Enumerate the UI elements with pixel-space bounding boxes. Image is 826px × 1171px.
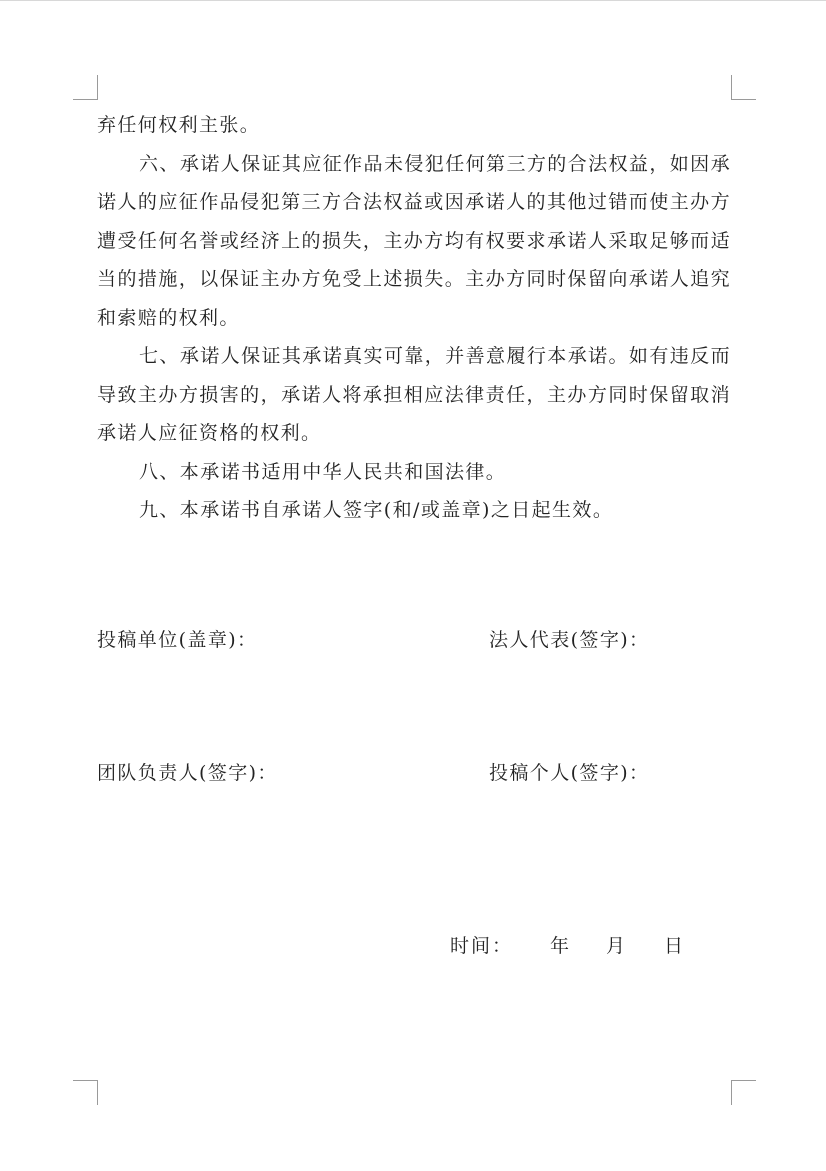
paragraph-clause-9: 九、本承诺书自承诺人签字(和/或盖章)之日起生效。 <box>139 499 614 521</box>
margin-corner-mark-bottom-right <box>731 1080 756 1105</box>
date-month-label: 月 <box>606 935 626 957</box>
margin-corner-mark-bottom-left <box>73 1080 98 1105</box>
team-leader-signature-label: 团队负责人(签字)： <box>97 762 278 784</box>
paragraph-continuation: 弃任何权利主张。 <box>97 114 261 136</box>
individual-submitter-signature-label: 投稿个人(签字)： <box>489 762 650 784</box>
page-top-edge <box>0 0 826 1</box>
margin-corner-mark-top-right <box>731 75 756 100</box>
legal-representative-signature-label: 法人代表(签字)： <box>489 629 650 651</box>
margin-corner-mark-top-left <box>73 75 98 100</box>
submitting-unit-seal-label: 投稿单位(盖章)： <box>97 629 258 651</box>
paragraph-clause-8: 八、本承诺书适用中华人民共和国法律。 <box>139 460 507 483</box>
document-body <box>97 106 731 530</box>
date-year-label: 年 <box>550 935 570 957</box>
paragraph-clause-6: 六、承诺人保证其应征作品未侵犯任何第三方的合法权益，如因承诺人的应征作品侵犯第三方合法权益或因承诺人的其他过错而使主办方遭受任何名誉或经济上的损失，主办方均有权要求承诺人采取足够而适当的措施，以保证主办方免受上述损失。主办方同时保留向承诺人追究和索赔的权利。 <box>97 152 731 329</box>
paragraph-clause-7: 七、承诺人保证其承诺真实可靠，并善意履行本承诺。如有违反而导致主办方损害的，承诺人将承担相应法律责任，主办方同时保留取消承诺人应征资格的权利。 <box>97 345 731 444</box>
date-label: 时间： <box>450 935 514 957</box>
date-day-label: 日 <box>664 935 684 957</box>
